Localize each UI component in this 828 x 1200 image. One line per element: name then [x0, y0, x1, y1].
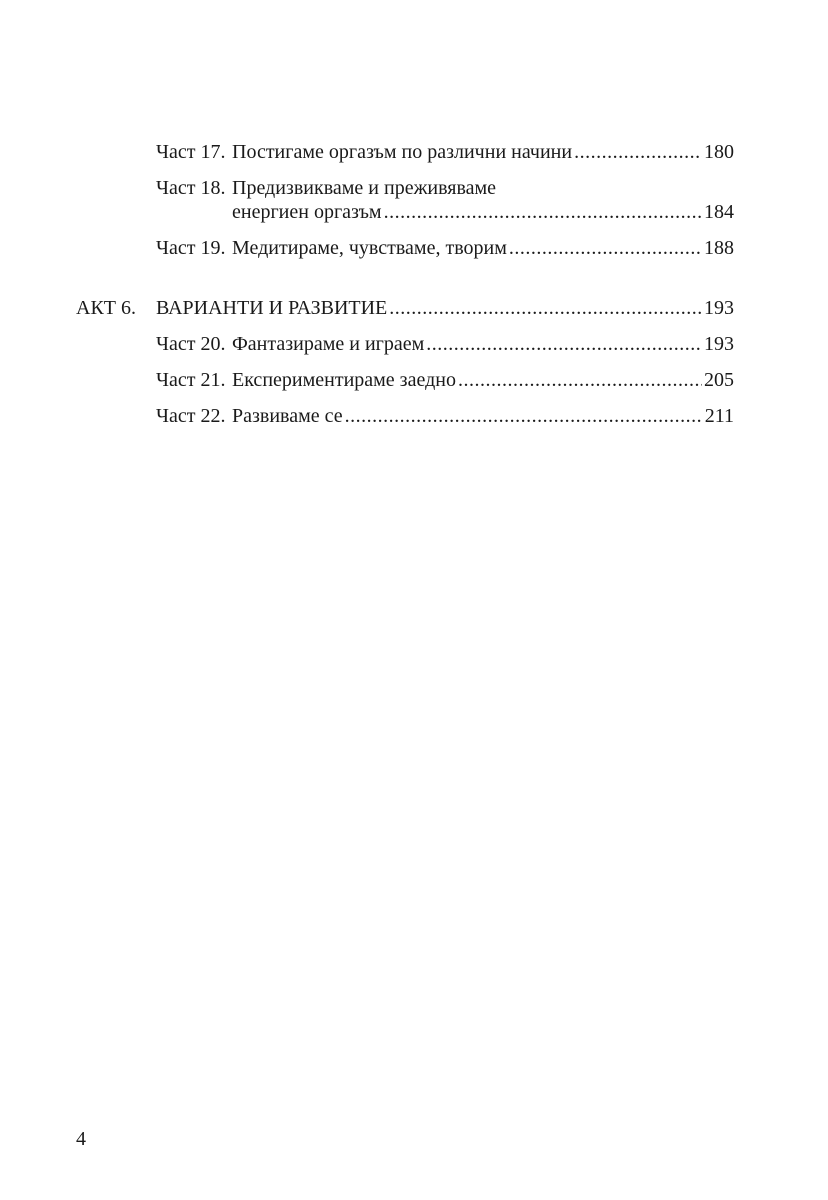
dot-leader [345, 404, 703, 428]
toc-entry-part-19[interactable] [156, 236, 734, 260]
toc-entry-part-20[interactable] [156, 332, 734, 356]
toc-entry-part-22[interactable] [156, 404, 734, 428]
toc-entry-act-6[interactable] [76, 296, 734, 320]
toc-act-title: ВАРИАНТИ И РАЗВИТИЕ [156, 297, 388, 319]
dot-leader [574, 140, 702, 164]
toc-entry-part-17[interactable] [156, 140, 734, 164]
toc-entry-title: Развиваме се [232, 405, 343, 427]
toc-entry-title: Предизвикваме и преживяваме [232, 177, 497, 199]
toc-entry-part-18-line1[interactable] [156, 176, 496, 200]
toc-entry-label: Част 17. [156, 141, 226, 163]
toc-entry-label: Част 21. [156, 369, 226, 391]
toc-entry-title: Постигаме оргазъм по различни начини [232, 141, 573, 163]
toc-entry-page: 211 [704, 405, 734, 427]
toc-entry-title: Експериментираме заедно [232, 369, 456, 391]
toc-entry-title: Фантазираме и играем [232, 333, 425, 355]
toc-entry-label: Част 22. [156, 405, 226, 427]
dot-leader [426, 332, 702, 356]
dot-leader [389, 296, 702, 320]
toc-entry-page: 188 [704, 237, 734, 259]
toc-entry-page: 184 [704, 201, 734, 223]
page-number: 4 [76, 1128, 86, 1150]
toc-entry-page: 193 [704, 333, 734, 355]
toc-entry-title: Медитираме, чувстваме, творим [232, 237, 507, 259]
toc-entry-label: Част 19. [156, 237, 226, 259]
dot-leader [458, 368, 702, 392]
toc-entry-title-continued: енергиен оргазъм [232, 201, 382, 223]
dot-leader [509, 236, 702, 260]
dot-leader [384, 200, 702, 224]
toc-entry-label: Част 20. [156, 333, 226, 355]
toc-entry-part-18[interactable] [232, 200, 734, 224]
toc-entry-page: 193 [704, 297, 734, 319]
toc-act-label: АКТ 6. [76, 297, 136, 319]
toc-entry-page: 205 [704, 369, 734, 391]
toc-entry-part-21[interactable] [156, 368, 734, 392]
toc-entry-page: 180 [704, 141, 734, 163]
toc-entry-label: Част 18. [156, 177, 226, 199]
